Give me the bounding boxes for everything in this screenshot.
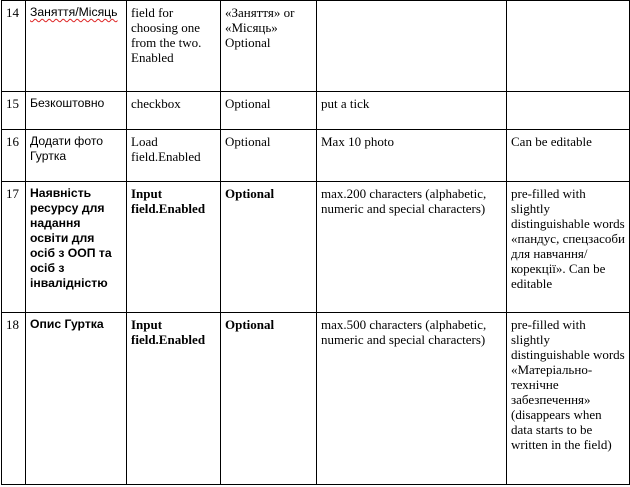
field-name: Заняття/Місяць [30, 5, 118, 19]
constraints-cell [317, 1, 507, 92]
field-name-cell: Безкоштовно [26, 92, 127, 130]
notes-cell: Can be editable [507, 130, 630, 182]
field-name-cell: Опис Гуртка [26, 313, 127, 485]
constraints-cell: Max 10 photo [317, 130, 507, 182]
field-type-cell: Input field.Enabled [127, 182, 221, 313]
field-type-cell: Load field.Enabled [127, 130, 221, 182]
notes-cell: pre-filled with slightly distinguishable words «Матеріально-технічне забезпечення» (disappears when data starts to be written in the field) [507, 313, 630, 485]
requirement-cell: «Заняття» or «Місяць» Optional [221, 1, 317, 92]
row-number-cell: 15 [2, 92, 26, 130]
constraints-cell: max.200 characters (alphabetic, numeric and special characters) [317, 182, 507, 313]
row-number-cell: 16 [2, 130, 26, 182]
notes-cell [507, 1, 630, 92]
constraints-cell: put a tick [317, 92, 507, 130]
field-type-cell: field for choosing one from the two. Enabled [127, 1, 221, 92]
field-name-cell: Додати фото Гуртка [26, 130, 127, 182]
row-number-cell: 14 [2, 1, 26, 92]
constraints-cell: max.500 characters (alphabetic, numeric and special characters) [317, 313, 507, 485]
requirement-cell: Optional [221, 130, 317, 182]
notes-cell [507, 92, 630, 130]
field-name-cell [26, 1, 127, 92]
row-number-cell: 17 [2, 182, 26, 313]
table-row [2, 313, 630, 485]
requirement-cell: Optional [221, 182, 317, 313]
table-row [2, 1, 630, 92]
field-type-cell: Input field.Enabled [127, 313, 221, 485]
field-name-cell: Наявність ресурсу для надання освіти для осіб з ООП та осіб з інвалідністю [26, 182, 127, 313]
requirement-cell: Optional [221, 92, 317, 130]
table-row [2, 182, 630, 313]
field-type-cell: checkbox [127, 92, 221, 130]
requirement-cell: Optional [221, 313, 317, 485]
notes-cell: pre-filled with slightly distinguishable words «пандус, спецзасоби для навчання/корекції». Can be editable [507, 182, 630, 313]
table-row [2, 130, 630, 182]
table-row [2, 92, 630, 130]
row-number-cell: 18 [2, 313, 26, 485]
requirements-table [1, 0, 630, 485]
